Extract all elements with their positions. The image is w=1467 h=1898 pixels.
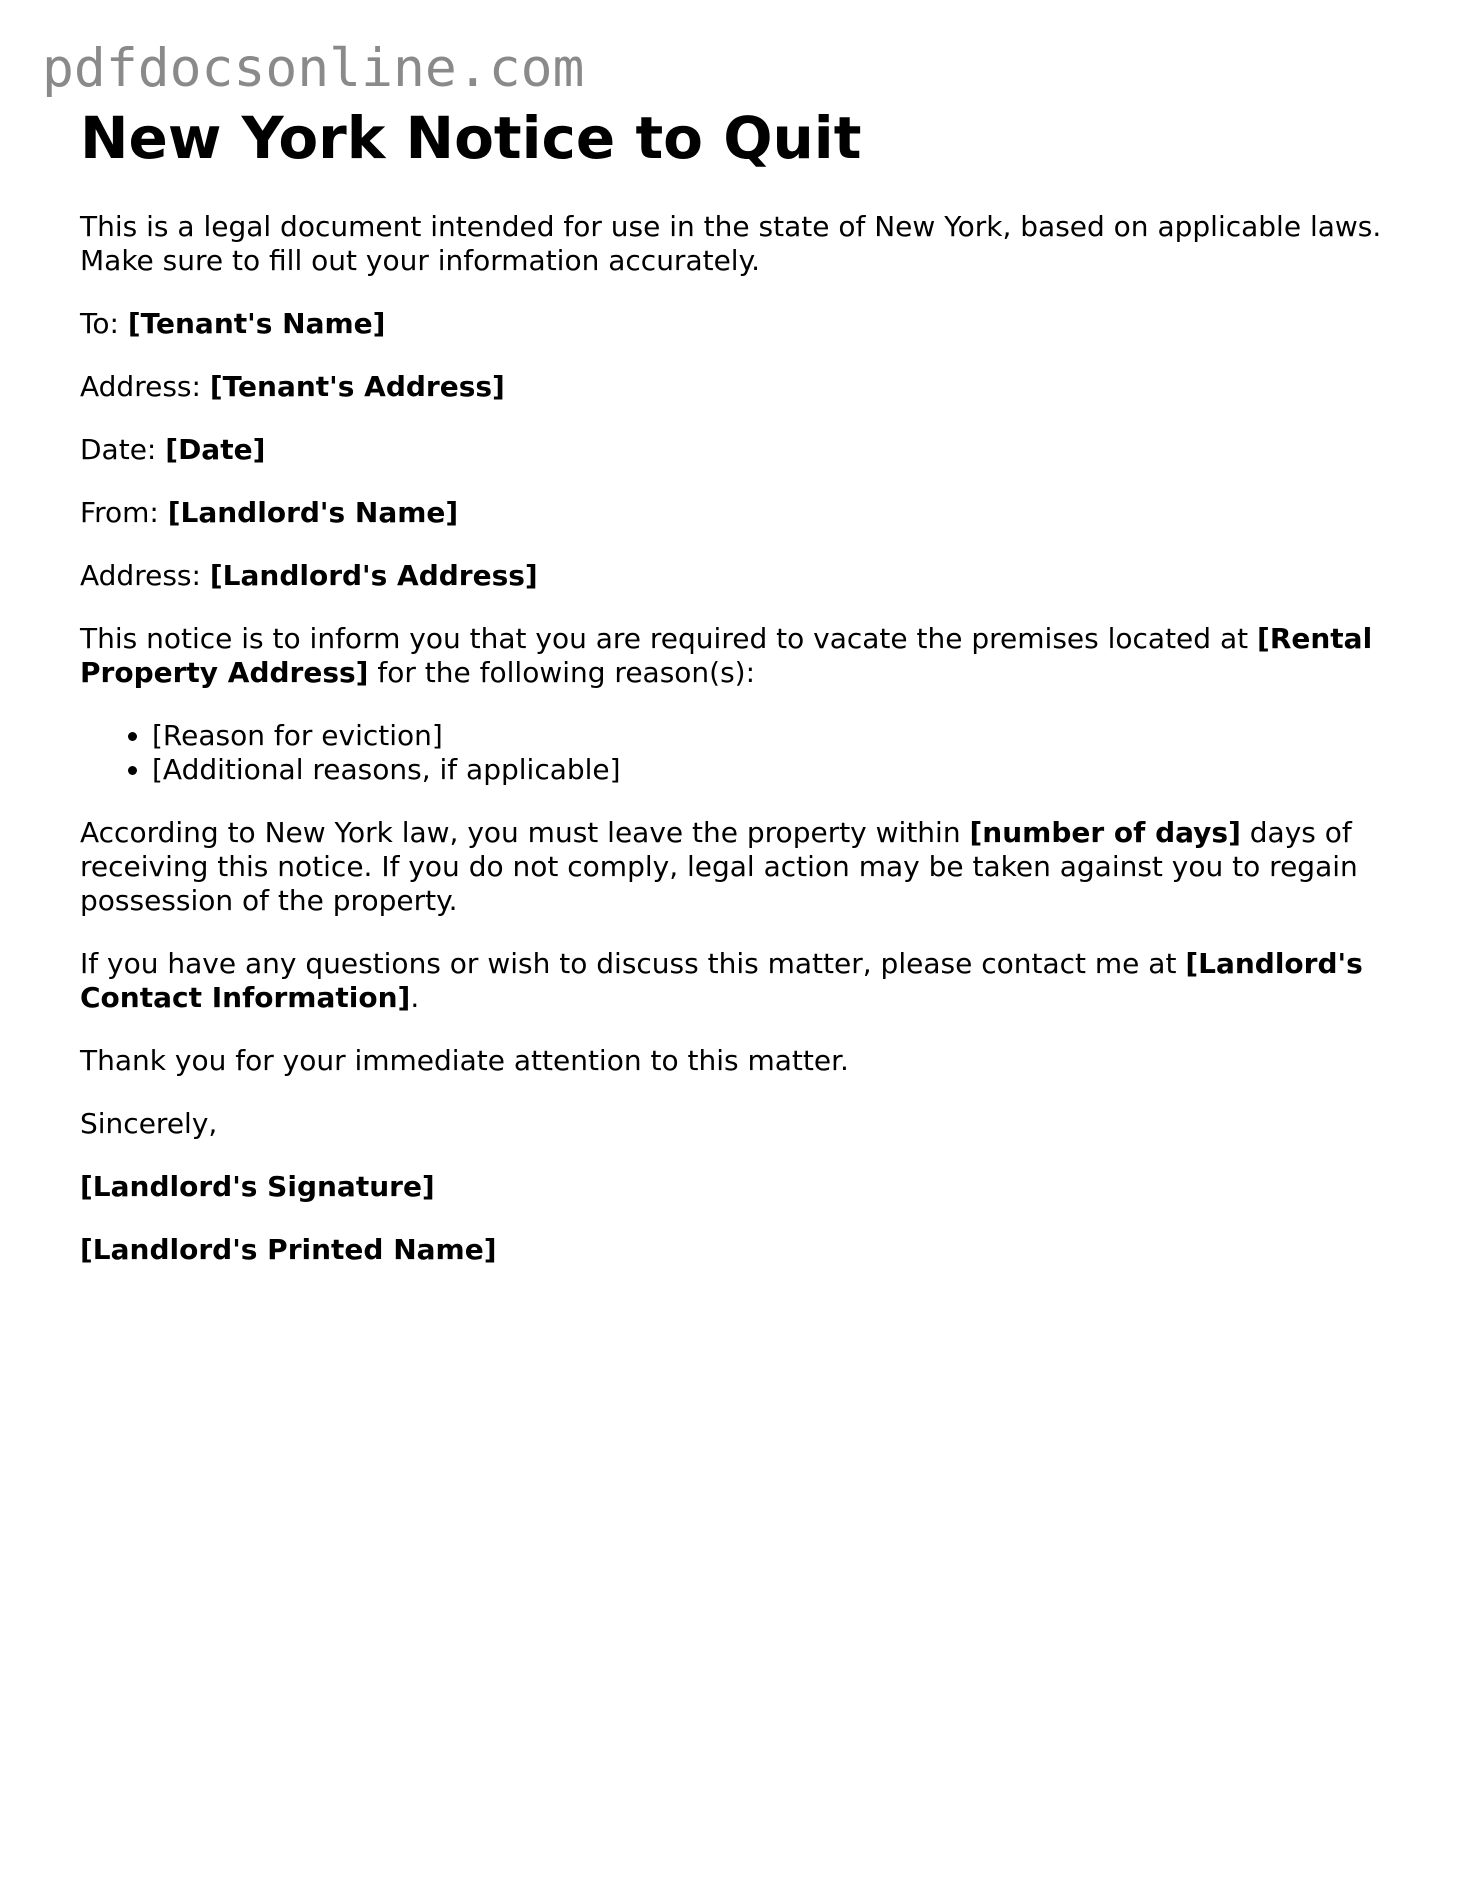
notice-text-after: for the following reason(s): (377, 656, 756, 689)
date-line (80, 433, 1390, 467)
law-paragraph (80, 816, 1390, 918)
contact-text-after: . (410, 981, 420, 1014)
tenant-address-label: Address: (80, 370, 201, 403)
number-of-days: [number of days] (969, 816, 1241, 849)
from-label: From: (80, 496, 159, 529)
landlord-address: [Landlord's Address] (209, 559, 538, 592)
tenant-name: [Tenant's Name] (127, 307, 386, 340)
intro-paragraph: This is a legal document intended for use in the state of New York, based on applicable laws. Make sure to fill out your information accurately. (80, 210, 1382, 277)
landlord-contact-info: [Landlord's Contact Information] (80, 947, 1363, 1014)
to-line (80, 307, 1390, 341)
list-item: • [Reason for eviction] (152, 719, 1390, 753)
date-value: [Date] (165, 433, 266, 466)
landlord-address-label: Address: (80, 559, 201, 592)
law-text-before: According to New York law, you must leave the property within (80, 816, 961, 849)
rental-property-address: [Rental Property Address] (80, 622, 1373, 689)
printed-name-placeholder: [Landlord's Printed Name] (80, 1233, 497, 1266)
from-line (80, 496, 1390, 530)
landlord-printed-name (80, 1233, 1390, 1267)
tenant-address: [Tenant's Address] (209, 370, 505, 403)
watermark: pdfdocsonline.com (42, 38, 585, 99)
reasons-list (80, 719, 1390, 787)
thanks-paragraph: Thank you for your immediate attention to this matter. (80, 1044, 849, 1077)
law-text-after: days of receiving this notice. If you do not comply, legal action may be taken against you to regain possession of the property. (80, 816, 1358, 917)
date-label: Date: (80, 433, 157, 466)
closing: Sincerely, (80, 1107, 218, 1140)
page-title: New York Notice to Quit (80, 104, 862, 172)
tenant-address-line (80, 370, 1390, 404)
list-item: • [Additional reasons, if applicable] (152, 753, 1390, 787)
document (80, 100, 1390, 1267)
contact-text-before: If you have any questions or wish to discuss this matter, please contact me at (80, 947, 1177, 980)
to-label: To: (80, 307, 119, 340)
notice-paragraph (80, 622, 1390, 690)
contact-paragraph (80, 947, 1390, 1015)
notice-text-before: This notice is to inform you that you are required to vacate the premises located at (80, 622, 1249, 655)
landlord-name: [Landlord's Name] (167, 496, 459, 529)
signature-placeholder: [Landlord's Signature] (80, 1170, 435, 1203)
landlord-signature (80, 1170, 1390, 1204)
landlord-address-line (80, 559, 1390, 593)
